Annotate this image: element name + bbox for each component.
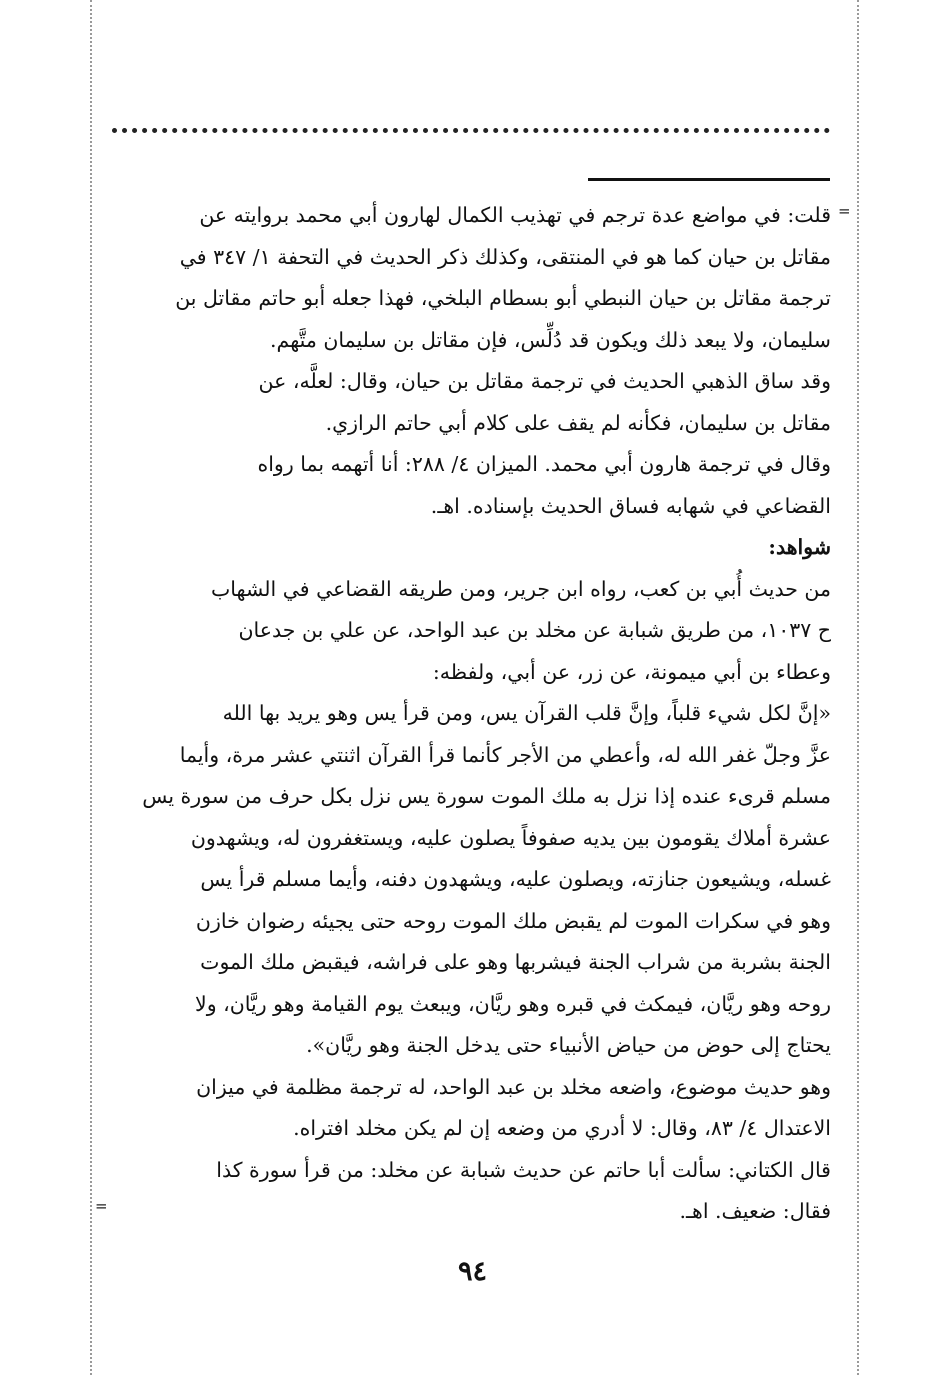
text-line: وهو حديث موضوع، واضعه مخلد بن عبد الواحد، له ترجمة مظلمة في ميزان [196,1074,831,1099]
text-line: قلت: في مواضع عدة ترجم في تهذيب الكمال لهارون أبي محمد بروايته عن [199,203,831,227]
text-line: الاعتدال ٤/ ٨٣، وقال: لا أدري من وضعه إن لم يكن مخلد افتراه. [293,1116,831,1140]
hadith-quote-line: «إنَّ لكل شيء قلباً، وإنَّ قلب القرآن يس، ومن قرأ يس وهو يريد بها الله [222,701,831,725]
section-heading-shawahid: شواهد: [768,535,831,559]
continuation-marker-bottom: = [95,1197,108,1215]
text-line: القضاعي في شهابه فساق الحديث بإسناده. اهـ. [430,493,831,518]
text-line: ح ١٠٣٧، من طريق شبابة عن مخلد بن عبد الواحد، عن علي بن جدعان [238,618,831,642]
text-line: وقال في ترجمة هارون أبي محمد. الميزان ٤/ ٢٨٨: أنا أتهمه بما رواه [257,452,831,476]
footnote-text-block [105,195,831,1235]
footnote-separator-rule [588,178,830,181]
text-line: قال الكتاني: سألت أبا حاتم عن حديث شبابة عن مخلد: من قرأ سورة كذا [216,1157,831,1182]
text-line: ترجمة مقاتل بن حيان النبطي أبو بسطام البلخي، فهذا جعله أبو حاتم مقاتل بن [175,286,831,310]
hadith-quote-line: وهو في سكرات الموت لم يقبض ملك الموت روحه حتى يجيئه رضوان خازن [195,908,831,933]
hadith-quote-line: الجنة بشربة من شراب الجنة فيشربها وهو على فراشه، فيقبض ملك الموت [200,950,831,974]
text-line: وقد ساق الذهبي الحديث في ترجمة مقاتل بن حيان، وقال: لعلَّه، عن [258,369,831,393]
header-dotted-rule [112,128,830,133]
hadith-quote-line: يحتاج إلى حوض من حياض الأنبياء حتى يدخل الجنة وهو ريَّان». [306,1033,831,1057]
hadith-quote-line: مسلم قرىء عنده إذا نزل به ملك الموت سورة يس نزل بكل حرف من سورة يس [142,784,831,808]
hadith-quote-line: عزَّ وجلّ غفر الله له، وأعطي من الأجر كأنما قرأ القرآن اثنتي عشر مرة، وأيما [179,742,831,767]
text-line: وعطاء بن أبي ميمونة، عن زر، عن أبي، ولفظه: [432,659,831,684]
margin-guide-right [857,0,859,1375]
text-line: مقاتل بن حيان كما هو في المنتقى، وكذلك ذكر الحديث في التحفة ١/ ٣٤٧ في [179,244,831,269]
text-line: سليمان، ولا يبعد ذلك ويكون قد دُلِّس، فإن مقاتل بن سليمان متَّهم. [270,327,831,352]
text-line: فقال: ضعيف. اهـ. [679,1199,831,1223]
continuation-marker-top: = [838,202,851,220]
hadith-quote-line: روحه وهو ريَّان، فيمكث في قبره وهو ريَّان، ويبعث يوم القيامة وهو ريَّان، ولا [195,991,831,1016]
text-line: مقاتل بن سليمان، فكأنه لم يقف على كلام أبي حاتم الرازي. [325,410,831,435]
hadith-quote-line: غسله، ويشيعون جنازته، ويصلون عليه، ويشهدون دفنه، وأيما مسلم قرأ يس [200,867,831,891]
text-line: من حديث أُبي بن كعب، رواه ابن جرير، ومن طريقه القضاعي في الشهاب [210,576,831,601]
hadith-quote-line: عشرة أملاك يقومون بين يديه صفوفاً يصلون عليه، ويستغفرون له، ويشهدون [190,825,831,850]
margin-guide-left [90,0,92,1375]
page-number: ٩٤ [457,1256,487,1287]
